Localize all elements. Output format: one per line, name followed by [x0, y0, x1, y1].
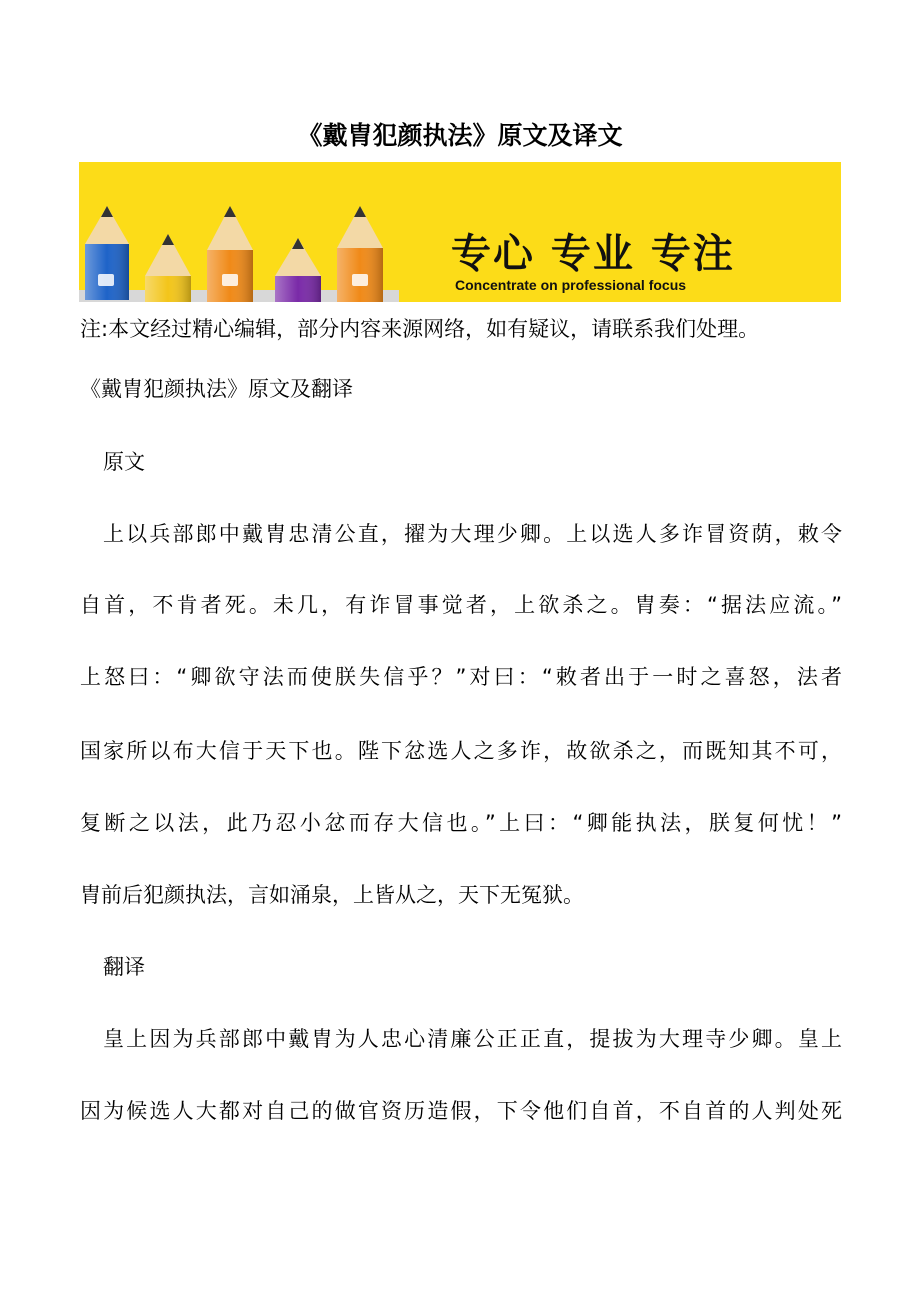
original-line: 上怒曰：“卿欲守法而使朕失信乎？”对曰：“敕者出于一时之喜怒，法者 — [80, 665, 842, 689]
banner-slogan: 专心 专业 专注 — [451, 231, 735, 277]
translation-line: 因为候选人大都对自己的做官资历造假，下令他们自首，不自首的人判处死 — [80, 1099, 842, 1123]
pencil-orange-icon — [337, 206, 383, 302]
disclaimer-note: 注:本文经过精心编辑，部分内容来源网络，如有疑议，请联系我们处理。 — [80, 317, 760, 341]
pencil-orange-icon — [207, 206, 253, 302]
banner-image — [79, 162, 841, 302]
pencil-purple-icon — [275, 238, 321, 302]
original-line: 自首，不肯者死。未几，有诈冒事觉者，上欲杀之。胄奏：“据法应流。” — [80, 593, 842, 617]
pencil-yellow-icon — [145, 234, 191, 302]
original-line: 复断之以法，此乃忍小忿而存大信也。”上曰：“卿能执法，朕复何忧！” — [80, 811, 842, 835]
original-line: 国家所以布大信于天下也。陛下忿选人之多诈，故欲杀之，而既知其不可， — [80, 739, 842, 763]
banner-slogan-english: Concentrate on professional focus — [455, 277, 687, 293]
translation-line: 皇上因为兵部郎中戴胄为人忠心清廉公正正直，提拔为大理寺少卿。皇上 — [103, 1027, 842, 1051]
page-title: 《戴胄犯颜执法》原文及译文 — [297, 121, 623, 150]
pencil-blue-icon — [85, 206, 129, 300]
original-line: 胄前后犯颜执法，言如涌泉，上皆从之，天下无冤狱。 — [80, 883, 584, 907]
subtitle: 《戴胄犯颜执法》原文及翻译 — [80, 377, 353, 401]
original-line: 上以兵部郎中戴胄忠清公直，擢为大理少卿。上以选人多诈冒资荫，敕令 — [103, 522, 842, 546]
section-heading-original: 原文 — [103, 450, 145, 474]
section-heading-translation: 翻译 — [103, 955, 145, 979]
